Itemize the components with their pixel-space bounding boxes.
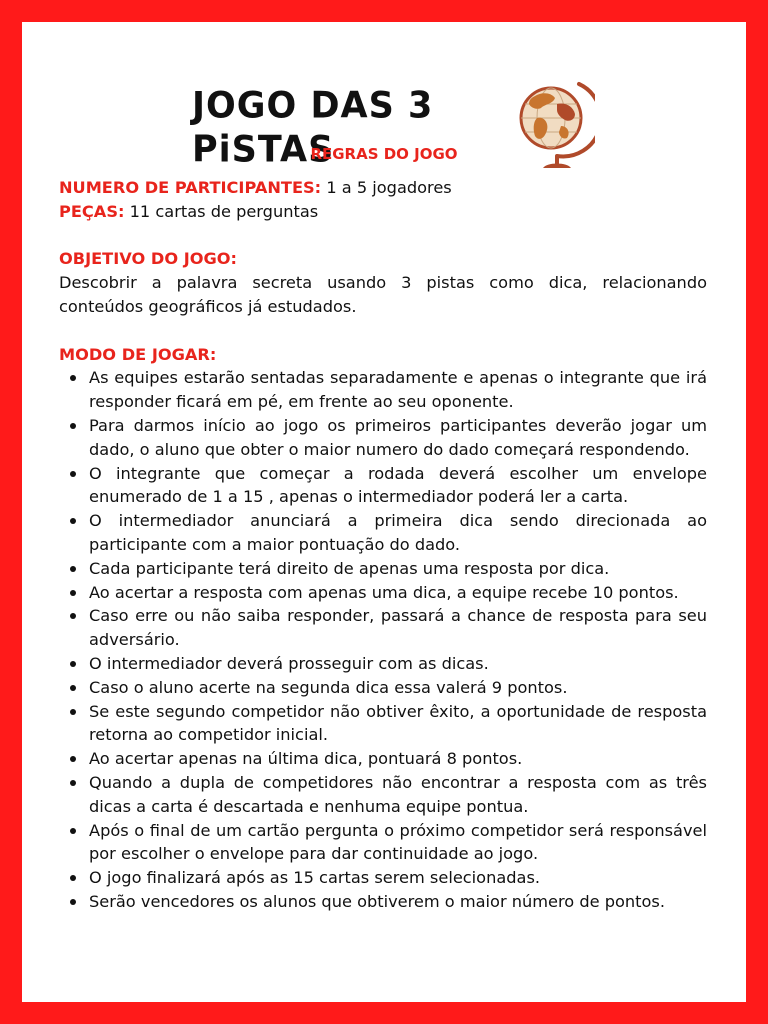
- list-item: O intermediador anunciará a primeira dica sendo direcionada ao participante com a maior pontuação do dado.: [89, 509, 707, 557]
- objective-text: Descobrir a palavra secreta usando 3 pistas como dica, relacionando conteúdos geográficos já estudados.: [59, 273, 707, 316]
- list-item: Após o final de um cartão pergunta o próximo competidor será responsável por escolher o envelope para dar continuidade ao jogo.: [89, 819, 707, 867]
- participants-label: NUMERO DE PARTICIPANTES:: [59, 178, 322, 197]
- list-item: Caso o aluno acerte na segunda dica essa valerá 9 pontos.: [89, 676, 707, 700]
- document-page: [22, 22, 746, 1002]
- list-item: Serão vencedores os alunos que obtiverem o maior número de pontos.: [89, 890, 707, 914]
- pieces-line: [59, 200, 707, 224]
- participants-line: [59, 176, 707, 200]
- participants-value: 1 a 5 jogadores: [326, 178, 452, 197]
- page-header: [22, 84, 746, 172]
- objective-heading: OBJETIVO DO JOGO:: [59, 249, 238, 269]
- list-item: O integrante que começar a rodada deverá escolher um envelope enumerado de 1 a 15 , apenas o intermediador poderá ler a carta.: [89, 462, 707, 510]
- page-subtitle: REGRAS DO JOGO: [310, 145, 458, 163]
- list-item: Para darmos início ao jogo os primeiros participantes deverão jogar um dado, o aluno que obter o maior numero do dado começará respondendo.: [89, 414, 707, 462]
- list-item: Caso erre ou não saiba responder, passará a chance de resposta para seu adversário.: [89, 604, 707, 652]
- rules-content: [59, 176, 707, 914]
- list-item: O jogo finalizará após as 15 cartas serem selecionadas.: [89, 866, 707, 890]
- list-item: Ao acertar a resposta com apenas uma dica, a equipe recebe 10 pontos.: [89, 581, 707, 605]
- rules-list: [59, 366, 707, 913]
- mode-heading: MODO DE JOGAR:: [59, 344, 217, 364]
- pieces-value: 11 cartas de perguntas: [129, 201, 319, 221]
- pieces-label: PEÇAS:: [59, 201, 125, 221]
- list-item: As equipes estarão sentadas separadamente e apenas o integrante que irá responder ficará em pé, em frente ao seu oponente.: [89, 366, 707, 414]
- page-title: JOGO DAS 3 PiSTAS: [192, 84, 434, 172]
- list-item: O intermediador deverá prosseguir com as dicas.: [89, 652, 707, 676]
- list-item: Quando a dupla de competidores não encontrar a resposta com as três dicas a carta é descartada e nenhuma equipe pontua.: [89, 771, 707, 819]
- list-item: Cada participante terá direito de apenas uma resposta por dica.: [89, 557, 707, 581]
- list-item: Ao acertar apenas na última dica, pontuará 8 pontos.: [89, 747, 707, 771]
- list-item: Se este segundo competidor não obtiver êxito, a oportunidade de resposta retorna ao competidor inicial.: [89, 700, 707, 748]
